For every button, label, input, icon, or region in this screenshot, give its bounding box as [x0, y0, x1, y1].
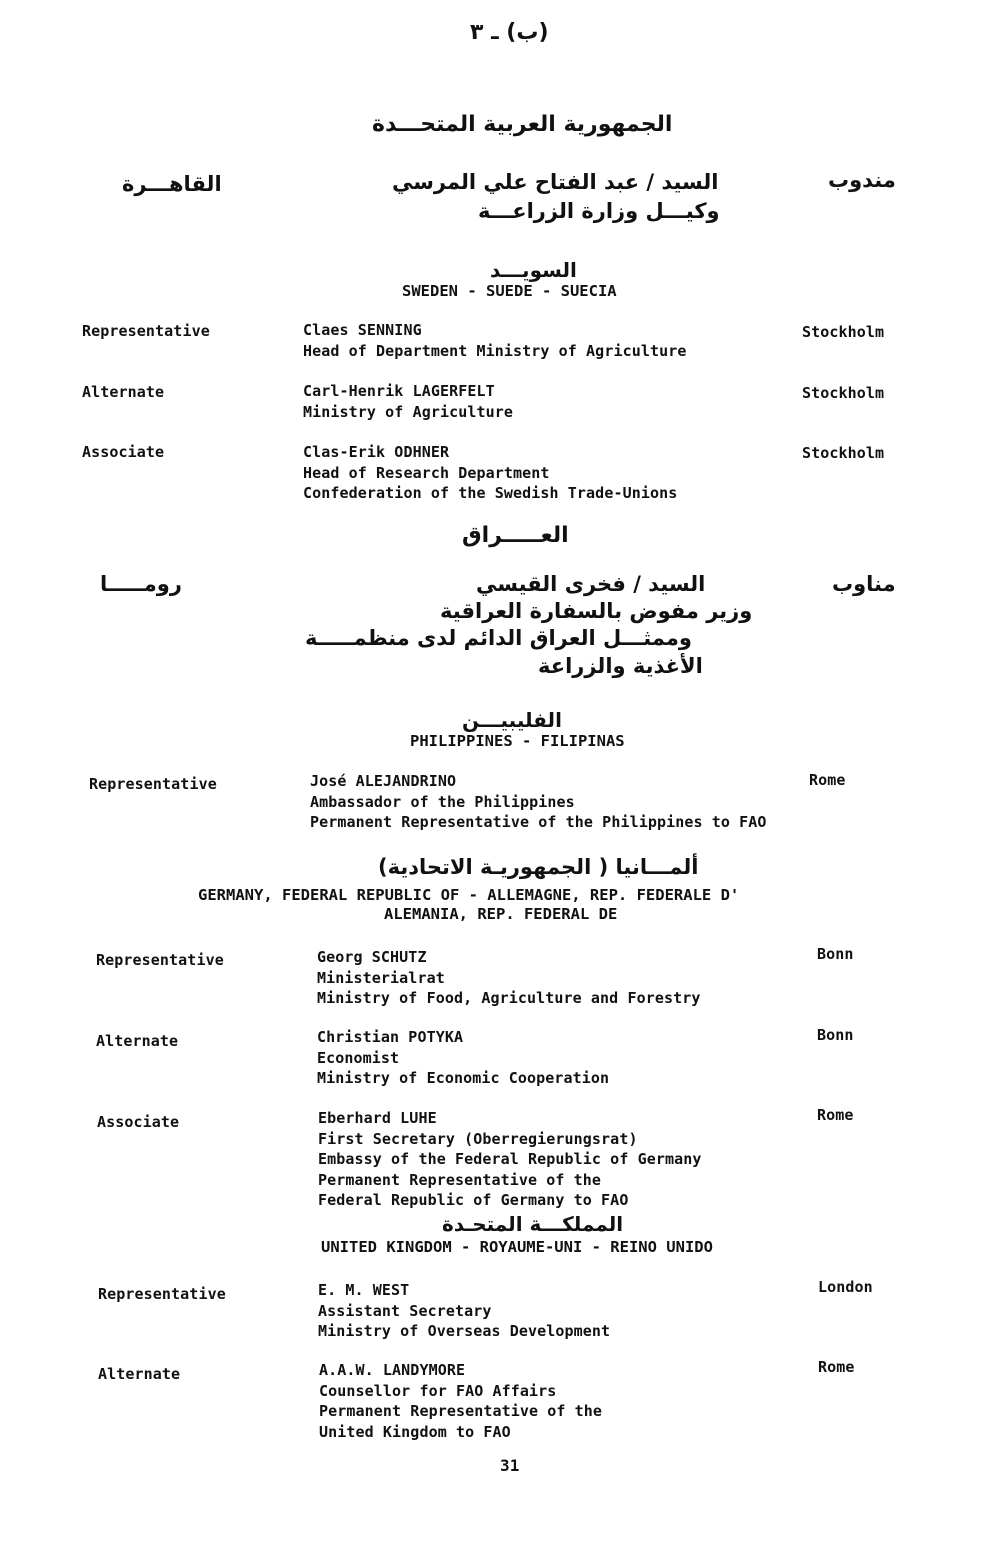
- philippines-title: PHILIPPINES - FILIPINAS: [410, 732, 625, 750]
- sweden-city-0: Stockholm: [802, 323, 885, 341]
- page-number: 31: [500, 1456, 520, 1475]
- delegate-name: A.A.W. LANDYMORE: [319, 1361, 466, 1379]
- delegate-line: Permanent Representative of the: [319, 1402, 603, 1420]
- uk-entry-1: [319, 1360, 602, 1442]
- delegate-line: Federal Republic of Germany to FAO: [318, 1191, 629, 1209]
- delegate-line: Permanent Representative of the Philippines to FAO: [310, 813, 767, 831]
- uar-name-ar: السيد / عبد الفتاح علي المرسي: [392, 170, 719, 194]
- germany-role-0: Representative: [96, 951, 224, 969]
- uk-city-0: London: [818, 1278, 873, 1296]
- delegate-line: Permanent Representative of the: [318, 1170, 602, 1189]
- sweden-city-1: Stockholm: [802, 384, 885, 402]
- uk-title-ar: المملكـــة المتحـدة: [442, 1212, 624, 1236]
- germany-title-ar: ألمـــانيا ( الجمهوريـة الاتحادية): [378, 855, 699, 879]
- delegate-line: Embassy of the Federal Republic of Germany: [318, 1150, 702, 1168]
- delegate-line: Counsellor for FAO Affairs: [319, 1381, 557, 1400]
- uk-role-0: Representative: [98, 1285, 226, 1303]
- sweden-entry-1: [303, 381, 513, 422]
- delegate-line: Ministry of Agriculture: [303, 402, 514, 421]
- sweden-role-2: Associate: [82, 443, 165, 461]
- iraq-line-ar-0: وزير مفوض بالسفارة العراقية: [440, 599, 753, 623]
- delegate-name: Claes SENNING: [303, 321, 422, 339]
- delegate-line: United Kingdom to FAO: [319, 1422, 511, 1441]
- sweden-role-0: Representative: [82, 322, 210, 340]
- delegate-line: Ministry of Overseas Development: [318, 1322, 611, 1340]
- delegate-name: Eberhard LUHE: [318, 1109, 437, 1127]
- page-label: (ب) ـ ٣: [470, 20, 549, 45]
- sweden-title-ar: السويـــد: [490, 258, 577, 282]
- iraq-name-ar: السيد / فخرى القيسي: [476, 572, 706, 596]
- germany-role-2: Associate: [97, 1113, 180, 1131]
- philippines-role-0: Representative: [89, 775, 217, 793]
- uar-role-ar: مندوب: [828, 168, 896, 192]
- germany-city-2: Rome: [817, 1106, 854, 1124]
- uk-title: UNITED KINGDOM - ROYAUME-UNI - REINO UNIDO: [321, 1238, 713, 1256]
- iraq-line-ar-1: وممثـــل العراق الدائم لدى منظمـــــة: [305, 626, 692, 650]
- uk-role-1: Alternate: [98, 1365, 181, 1383]
- delegate-name: José ALEJANDRINO: [310, 772, 457, 790]
- sweden-entry-0: [303, 320, 687, 361]
- germany-entry-1: [317, 1027, 609, 1089]
- philippines-city-0: Rome: [809, 771, 846, 789]
- delegate-name: Carl-Henrik LAGERFELT: [303, 382, 495, 400]
- sweden-entry-2: [303, 442, 677, 504]
- philippines-entry-0: [310, 771, 767, 833]
- germany-title-line2: ALEMANIA, REP. FEDERAL DE: [384, 905, 618, 923]
- uk-entry-0: [318, 1280, 610, 1342]
- sweden-title: SWEDEN - SUEDE - SUECIA: [402, 282, 617, 300]
- delegate-line: Confederation of the Swedish Trade-Unions: [303, 484, 678, 502]
- germany-entry-0: [317, 947, 701, 1009]
- germany-city-0: Bonn: [817, 945, 854, 963]
- germany-role-1: Alternate: [96, 1032, 179, 1050]
- uk-city-1: Rome: [818, 1358, 855, 1376]
- delegate-name: Christian POTYKA: [317, 1028, 464, 1046]
- germany-city-1: Bonn: [817, 1026, 854, 1044]
- delegate-line: Ambassador of the Philippines: [310, 792, 575, 811]
- uar-position-ar: وكيـــل وزارة الزراعـــة: [478, 199, 720, 223]
- delegate-line: Economist: [317, 1048, 400, 1067]
- delegate-line: First Secretary (Oberregierungsrat): [318, 1129, 638, 1148]
- delegate-line: Assistant Secretary: [318, 1301, 492, 1320]
- delegate-line: Ministerialrat: [317, 968, 445, 987]
- iraq-title-ar: العـــــراق: [462, 523, 569, 548]
- germany-entry-2: [318, 1108, 702, 1211]
- iraq-city-ar: رومـــــا: [100, 572, 182, 596]
- philippines-title-ar: الفليبيـــن: [462, 708, 562, 732]
- delegate-line: Ministry of Economic Cooperation: [317, 1069, 610, 1087]
- iraq-role-ar: مناوب: [832, 572, 896, 596]
- delegate-line: Head of Department Ministry of Agriculture: [303, 341, 687, 360]
- uar-title-ar: الجمهورية العربية المتحـــدة: [372, 112, 673, 137]
- delegate-name: Clas-Erik ODHNER: [303, 443, 450, 461]
- delegate-line: Head of Research Department: [303, 463, 550, 482]
- delegate-name: Georg SCHUTZ: [317, 948, 427, 966]
- germany-title-line1: GERMANY, FEDERAL REPUBLIC OF - ALLEMAGNE, REP. FEDERALE D': [198, 886, 740, 904]
- sweden-role-1: Alternate: [82, 383, 165, 401]
- delegate-line: Ministry of Food, Agriculture and Forestry: [317, 989, 701, 1007]
- delegate-name: E. M. WEST: [318, 1281, 410, 1299]
- sweden-city-2: Stockholm: [802, 444, 885, 462]
- uar-city-ar: القاهـــرة: [122, 172, 222, 196]
- iraq-line-ar-2: الأغذية والزراعة: [538, 654, 703, 678]
